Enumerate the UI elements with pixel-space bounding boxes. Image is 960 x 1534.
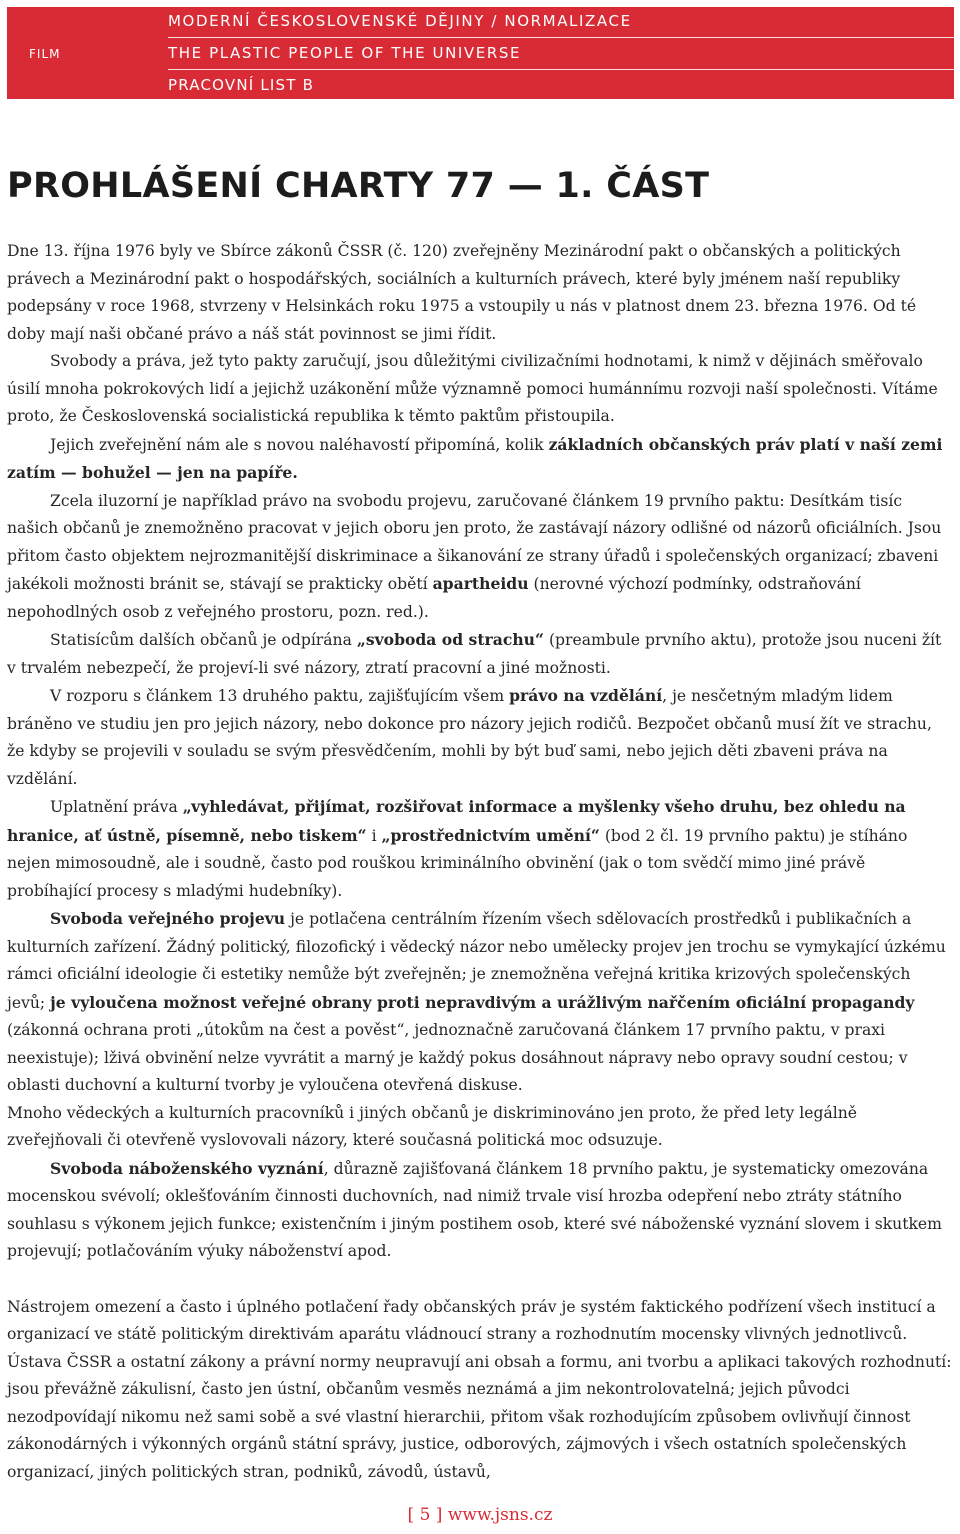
header-divider bbox=[168, 69, 954, 70]
header-divider bbox=[168, 37, 954, 38]
page-title: PROHLÁŠENÍ CHARTY 77 — 1. ČÁST bbox=[7, 166, 710, 206]
paragraph: Uplatnění práva „vyhledávat, přijímat, rozšiřovat informace a myšlenky všeho druhu, bez ohledu na hranice, ať ústně, písemně, nebo tiskem“ i „prostřednictvím umění“ (bod 2 čl. 19 prvního paktu) je stíháno nejen mimosoudně, ale i soudně, často pod rouškou kriminálního obvinění (jak o tom svědčí mimo jiné právě probíhající procesy s mladými hudebníky). bbox=[7, 797, 908, 900]
paragraph: V rozporu s článkem 13 druhého paktu, zajišťujícím všem právo na vzdělání, je nesčetným mladým lidem bráněno ve studiu jen pro jejich názory, nebo dokonce pro názory jejich rodičů. Bezpočet občanů musí žít ve strachu, že kdyby se projevili v souladu se svým přesvědčením, mohli by být buď sami, nebo jejich děti zbaveni práva na vzdělání. bbox=[7, 686, 932, 788]
paragraph: Statisícům dalších občanů je odpírána „svoboda od strachu“ (preambule prvního aktu), protože jsou nuceni žít v trvalém nebezpečí, že projeví-li své názory, ztratí pracovní a jiné možnosti. bbox=[7, 630, 942, 677]
paragraph: Nástrojem omezení a často i úplného potlačení řady občanských práv je systém faktického podřízení všech institucí a organizací ve státě politickým direktivám aparátu vládnoucí strany a rozhodnutím mocensky vlivných jednotlivců. Ústava ČSSR a ostatní zákony a právní normy neupravují ani obsah a formu, ani tvorbu a aplikaci takových rozhodnutí: jsou převážně zákulisní, často jen ústní, občanům vesměs neznámá a jim nekontrolovatelná; jejich původci nezodpovídají nikomu než sami sobě a své vlastní hierarchii, přitom však rozhodujícím způsobem ovlivňují činnost zákonodárných i výkonných orgánů státní správy, justice, odborových, zájmových i všech ostatních společenských organizací, jiných politických stran, podniků, závodů, ústavů, bbox=[7, 1297, 952, 1481]
header-banner bbox=[7, 7, 954, 99]
section-label: FILM bbox=[29, 47, 61, 61]
website-link[interactable]: www.jsns.cz bbox=[447, 1505, 553, 1525]
document-body bbox=[7, 238, 953, 1486]
paragraph: Svoboda veřejného projevu je potlačena centrálním řízením všech sdělovacích prostředků i publikačních a kulturních zařízení. Žádný politický, filozofický i vědecký názor nebo umělecky projev jen trochu se vymykající úzkému rámci oficiální ideologie či estetiky nemůže být zveřejněn; je znemožněna veřejná kritika krizových společenských jevů; je vyloučena možnost veřejné obrany proti nepravdivým a urážlivým nařčením oficiální propagandy (zákonná ochrana proti „útokům na čest a pověst“, jednoznačně zaručovaná článkem 17 prvního paktu, v praxi neexistuje); lživá obvinění nelze vyvrátit a marný je každý pokus dosáhnout nápravy nebo opravy soudní cestou; v oblasti duchovní a kulturní tvorby je vyloučena otevřená diskuse. bbox=[7, 909, 946, 1094]
paragraph: Mnoho vědeckých a kulturních pracovníků i jiných občanů je diskriminováno jen proto, že před lety legálně zveřejňovali či otevřeně vyslovovali názory, které současná politická moc odsuzuje. bbox=[7, 1103, 858, 1149]
header-topic: THE PLASTIC PEOPLE OF THE UNIVERSE bbox=[168, 44, 522, 62]
paragraph: Svobody a práva, jež tyto pakty zaručují, jsou důležitými civilizačními hodnotami, k nimž v dějinách směřovalo úsilí mnoha pokrokových lidí a jejichž uzákonění může významně pomoci humánnímu rozvoji naší společnosti. Vítáme proto, že Československá socialistická republika k těmto paktům přistoupila. bbox=[7, 352, 938, 425]
header-series: MODERNÍ ČESKOSLOVENSKÉ DĚJINY / NORMALIZACE bbox=[168, 12, 632, 30]
paragraph: Svoboda náboženského vyznání, důrazně zajišťovaná článkem 18 prvního paktu, je systematicky omezována mocenskou svévolí; oklešťováním činnosti duchovních, nad nimiž trvale visí hrozba odepření nebo ztráty státního souhlasu s výkonem jejich funkce; existenčním i jiným postihem osob, které své náboženské vyznání slovem i skutkem projevují; potlačováním výuky náboženství apod. bbox=[7, 1158, 942, 1260]
page-footer bbox=[0, 1505, 960, 1525]
page-number: [ 5 ] bbox=[407, 1505, 443, 1525]
header-worksheet: PRACOVNÍ LIST B bbox=[168, 76, 315, 94]
paragraph: Dne 13. října 1976 byly ve Sbírce zákonů ČSSR (č. 120) zveřejněny Mezinárodní pakt o občanských a politických právech a Mezinárodní pakt o hospodářských, sociálních a kulturních právech, které byly jménem naší republiky podepsány v roce 1968, stvrzeny v Helsinkách roku 1975 a vstoupily u nás v platnost dnem 23. března 1976. Od té doby mají naši občané právo a náš stát povinnost se jimi řídit. bbox=[7, 242, 917, 343]
paragraph: Jejich zveřejnění nám ale s novou naléhavostí připomíná, kolik základních občanských práv platí v naší zemi zatím — bohužel — jen na papíře. bbox=[7, 434, 943, 482]
paragraph: Zcela iluzorní je například právo na svobodu projevu, zaručované článkem 19 prvního paktu: Desítkám tisíc našich občanů je znemožněno pracovat v jejich oboru jen proto, že zastávají názory odlišné od názorů oficiálních. Jsou přitom často objektem nejrozmanitější diskriminace a šikanování ze strany úřadů i společenských organizací; zbaveni jakékoli možnosti bránit se, stávají se prakticky obětí apartheidu (nerovné výchozí podmínky, odstraňování nepohodlných osob z veřejného prostoru, pozn. red.). bbox=[7, 491, 942, 621]
